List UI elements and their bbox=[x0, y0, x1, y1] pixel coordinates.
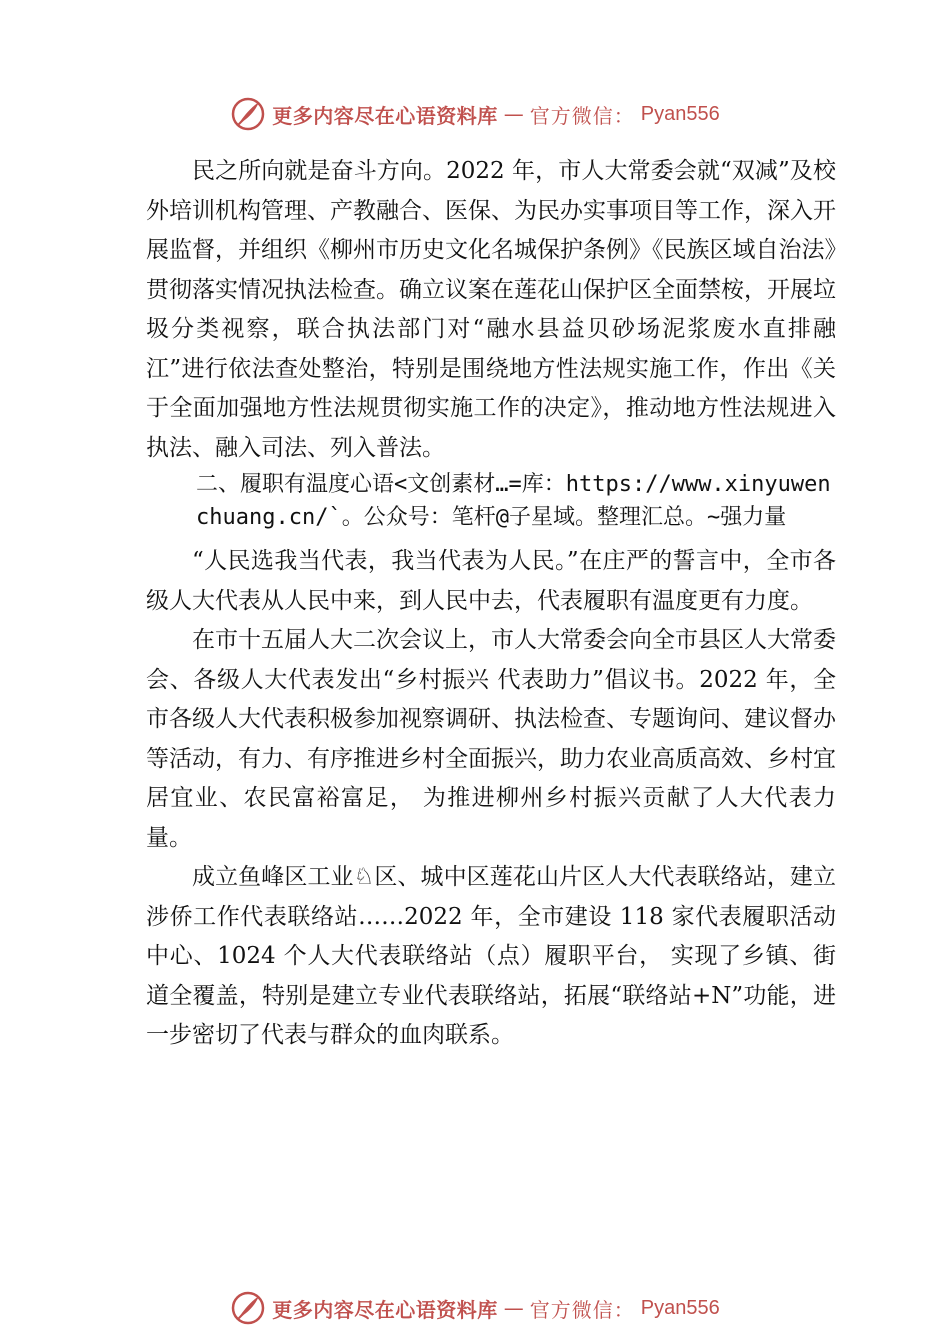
paragraph-supervision: 民之所向就是奋斗方向。2022 年，市人大常委会就“双减”及校外培训机构管理、产教融合、医保、为民办实事项目等工作，深入开展监督，并组织《柳州市历史文化名城保护条例》《民族区域自治法》贯彻落实情况执法检查。确立议案在莲花山保护区全面禁桉，开展垃圾分类视察，联合执法部门对“融水县益贝砂场泥浆废水直排融江”进行依法查处整治，特别是围绕地方性法规实施工作，作出《关于全面加强地方性法规贯彻实施工作的决定》，推动地方性法规进入 执法、融入司法、列入普法。 bbox=[146, 158, 836, 461]
paragraph-rural-revitalization: 在市十五届人大二次会议上，市人大常委会向全市县区人大常委会、各级人大代表发出“乡村振兴 代表助力”倡议书。2022 年，全市各级人大代表积极参加视察调研、执法检查、专题询问、建议督办等活动，有力、有序推进乡村全面振兴，助力农业高质高效、乡村宜居宜业、农民富裕富足， 为推进柳州乡村振兴贡献了人大代表力量。 bbox=[146, 627, 836, 851]
watermark-header bbox=[0, 94, 950, 134]
quill-pen-circle-icon bbox=[230, 1290, 266, 1326]
paragraph-oath: “人民选我当代表，我当代表为人民。”在庄严的誓言中，全市各级人大代表从人民中来，到人民中去，代表履职有温度更有力度。 bbox=[146, 548, 836, 614]
watermark-dash: — bbox=[503, 1296, 524, 1320]
watermark-wechat-label: 官方微信： bbox=[529, 1297, 635, 1322]
watermark-footer bbox=[0, 1288, 950, 1328]
watermark-dash: — bbox=[503, 102, 524, 126]
quill-pen-circle-icon bbox=[230, 96, 266, 132]
watermark-site-name: 更多内容尽在心语资料库 bbox=[272, 103, 498, 128]
watermark-wechat-id: Pyan556 bbox=[640, 1296, 720, 1319]
paragraph-liaison-stations: 成立鱼峰区工业♘区、城中区莲花山片区人大代表联络站，建立涉侨工作代表联络站……2022 年，全市建设 118 家代表履职活动中心、1024 个人大代表联络站（点）履职平台， 实现了乡镇、街道全覆盖，特别是建立专业代表联络站，拓展“联络站+N”功能，进一步密切了代表与群众的血肉联系。 bbox=[146, 864, 836, 1048]
watermark-wechat-id: Pyan556 bbox=[640, 102, 720, 125]
watermark-site-name: 更多内容尽在心语资料库 bbox=[272, 1297, 498, 1322]
section-heading: 二、履职有温度心语<文创素材…=库：https://www.xinyuwenchuang.cn/`。公众号：笔杆@子星域。整理汇总。~强力量 bbox=[196, 472, 831, 530]
watermark-wechat-label: 官方微信： bbox=[529, 103, 635, 128]
article-body bbox=[146, 152, 836, 1056]
